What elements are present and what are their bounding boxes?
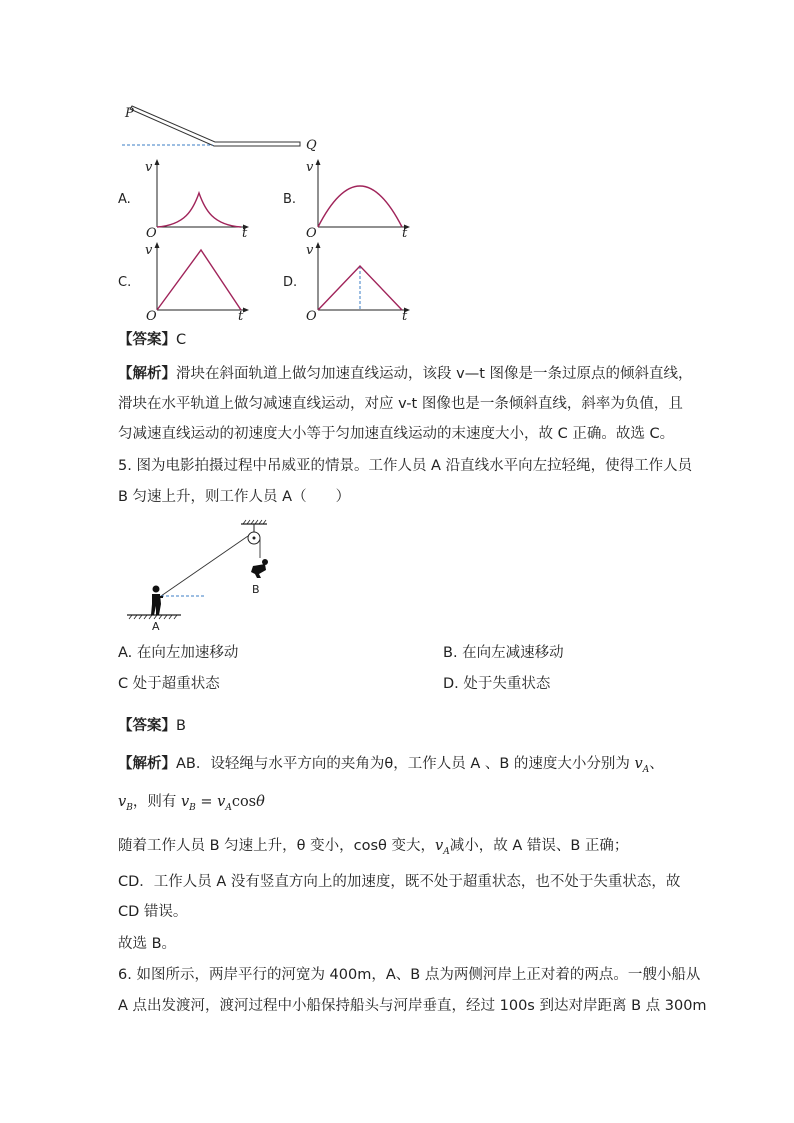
track-label-p: P xyxy=(125,106,134,121)
q5-analysis-line-4: CD．工作人员 A 没有竖直方向上的加速度，既不处于超重状态，也不处于失重状态，故 xyxy=(118,874,681,890)
graph-b-t: t xyxy=(402,226,408,241)
graph-d-v: v xyxy=(306,243,314,258)
analysis-text-3: 随着工作人员 B 匀速上升，θ 变小，cosθ 变大， xyxy=(118,838,436,854)
q5-option-d: D. 处于失重状态 xyxy=(443,676,551,692)
figure-label-a: A xyxy=(152,620,160,633)
wire-rig-figure xyxy=(125,518,285,633)
option-d-label: D. xyxy=(283,275,298,290)
q4-analysis-line-1 xyxy=(118,364,692,384)
analysis-text-3b: 减小，故 A 错误、B 正确； xyxy=(449,838,629,854)
graph-c-o: O xyxy=(146,309,157,324)
graph-b-o: O xyxy=(306,226,317,241)
math-va: $v_A$ xyxy=(634,756,650,775)
analysis-tag: 【解析】 xyxy=(118,756,176,772)
q6-stem-line-1: 6. 如图所示，两岸平行的河宽为 400m，A、B 点为两侧河岸上正对着的两点。一艘小船从 xyxy=(118,967,701,983)
answer-tag: 【答案】 xyxy=(118,718,176,734)
q5-analysis-line-5: CD 错误。 xyxy=(118,904,188,920)
figure-label-b: B xyxy=(252,583,260,596)
graph-c-v: v xyxy=(145,243,153,258)
answer-tag: 【答案】 xyxy=(118,332,176,348)
q5-stem-line-1: 5. 图为电影拍摄过程中吊威亚的情景。工作人员 A 沿直线水平向左拉轻绳，使得工作人员 xyxy=(118,458,693,474)
math-equation: $v_B = v_A\cos\theta$ xyxy=(180,794,265,813)
graph-b-v: v xyxy=(306,160,314,175)
graph-d xyxy=(306,238,416,323)
analysis-tag: 【解析】 xyxy=(118,366,176,382)
q5-analysis-line-1 xyxy=(118,754,664,780)
graph-a xyxy=(145,155,255,240)
answer-value: C xyxy=(176,332,187,348)
graph-a-t: t xyxy=(242,226,248,241)
option-b-label: B. xyxy=(283,192,297,207)
q5-analysis-line-3 xyxy=(118,836,628,862)
q4-analysis-line-3: 匀减速直线运动的初速度大小等于匀加速直线运动的末速度大小，故 C 正确。故选 C。 xyxy=(118,426,675,442)
graph-c-t: t xyxy=(238,309,244,324)
option-c-label: C. xyxy=(118,275,132,290)
q5-stem-line-2: B 匀速上升，则工作人员 A（ ） xyxy=(118,489,351,505)
q5-option-c: C 处于超重状态 xyxy=(118,676,220,692)
graph-d-t: t xyxy=(402,309,408,324)
q4-answer xyxy=(118,330,186,350)
analysis-text: 滑块在斜面轨道上做匀加速直线运动，该段 v—t 图像是一条过原点的倾斜直线， xyxy=(176,366,693,382)
analysis-text: AB．设轻绳与水平方向的夹角为θ，工作人员 A 、B 的速度大小分别为 xyxy=(176,756,630,772)
math-vb: $v_B$ xyxy=(118,794,133,813)
option-a-label: A. xyxy=(118,192,131,207)
track-figure xyxy=(120,100,320,155)
q5-answer xyxy=(118,716,186,736)
graph-b xyxy=(306,155,416,240)
graph-d-o: O xyxy=(306,309,317,324)
q5-option-b: B. 在向左减速移动 xyxy=(443,645,564,661)
q5-analysis-line-2 xyxy=(118,792,265,818)
graph-a-o: O xyxy=(146,226,157,241)
q5-option-a: A. 在向左加速移动 xyxy=(118,645,239,661)
analysis-text-2: ，则有 xyxy=(132,794,177,810)
q4-analysis-line-2: 滑块在水平轨道上做匀减速直线运动，对应 v-t 图像也是一条倾斜直线，斜率为负值，且 xyxy=(118,396,683,412)
math-va-2: $v_A$ xyxy=(435,838,450,857)
answer-value: B xyxy=(176,718,186,734)
track-label-q: Q xyxy=(306,138,317,153)
q6-stem-line-2: A 点出发渡河，渡河过程中小船保持船头与河岸垂直，经过 100s 到达对岸距离 B 点 300m xyxy=(118,998,707,1014)
q5-conclusion: 故选 B。 xyxy=(118,936,177,952)
comma: 、 xyxy=(649,756,664,772)
graph-a-v: v xyxy=(145,160,153,175)
